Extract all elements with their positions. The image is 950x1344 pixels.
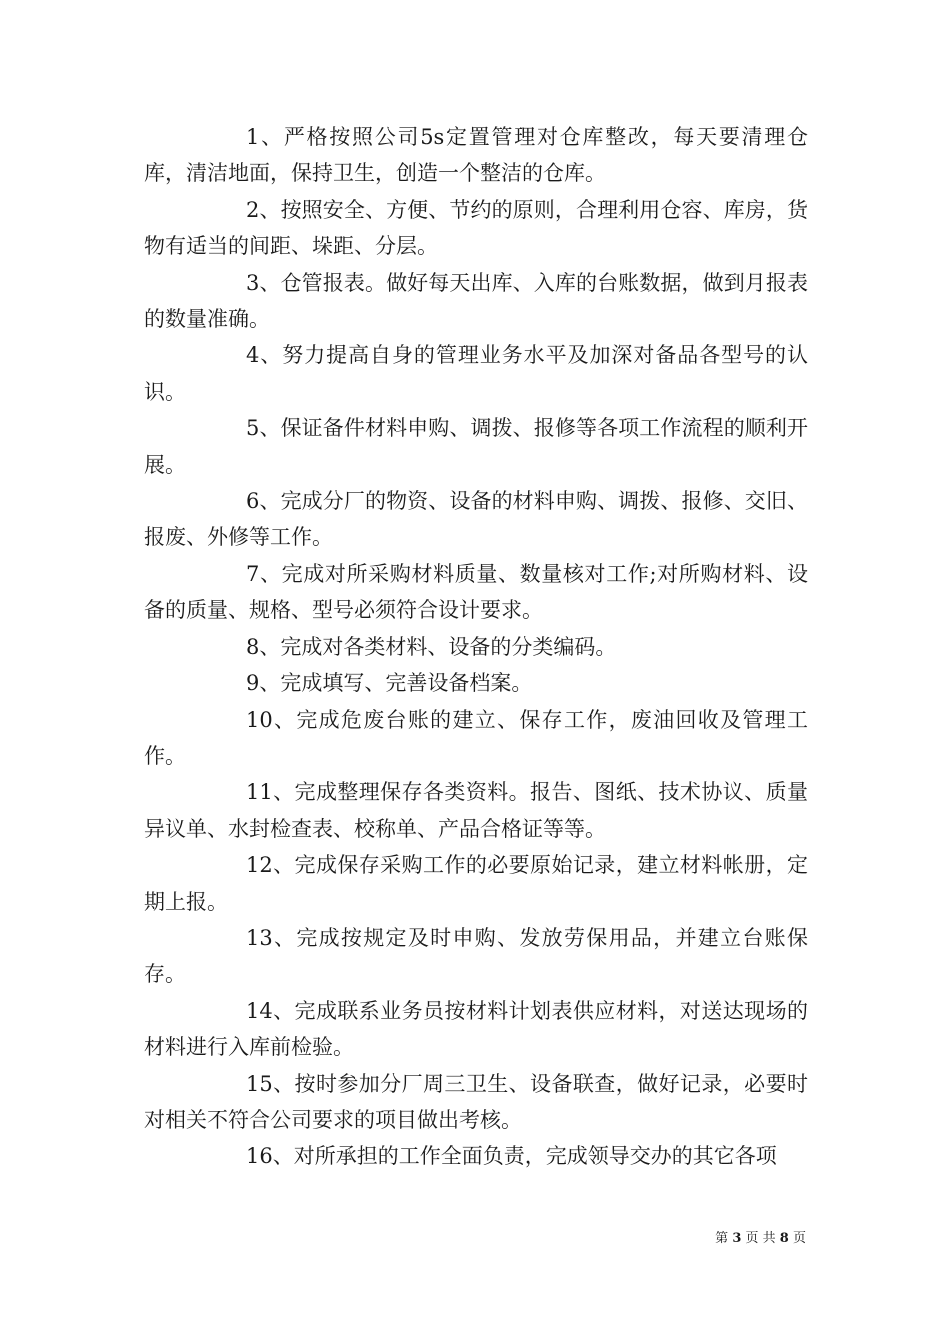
paragraph-10: 10、完成危废台账的建立、保存工作，废油回收及管理工作。 bbox=[144, 707, 808, 768]
footer-middle: 页 共 bbox=[745, 1231, 776, 1246]
paragraph-15: 15、按时参加分厂周三卫生、设备联查，做好记录，必要时对相关不符合公司要求的项目做出考核。 bbox=[144, 1071, 808, 1132]
paragraph-12: 12、完成保存采购工作的必要原始记录，建立材料帐册，定期上报。 bbox=[144, 853, 808, 914]
paragraph-4: 4、努力提高自身的管理业务水平及加深对备品各型号的认识。 bbox=[144, 343, 808, 404]
paragraph-3: 3、仓管报表。做好每天出库、入库的台账数据，做到月报表的数量准确。 bbox=[144, 270, 808, 332]
paragraph-11: 11、完成整理保存各类资料。报告、图纸、技术协议、质量异议单、水封检查表、校称单、产品合格证等等。 bbox=[144, 780, 808, 841]
paragraph-7: 7、完成对所采购材料质量、数量核对工作;对所购材料、设备的质量、规格、型号必须符合设计要求。 bbox=[144, 561, 808, 623]
paragraph-13: 13、完成按规定及时申购、发放劳保用品，并建立台账保存。 bbox=[144, 925, 808, 987]
paragraph-6: 6、完成分厂的物资、设备的材料申购、调拨、报修、交旧、报废、外修等工作。 bbox=[144, 489, 808, 550]
paragraph-16: 16、对所承担的工作全面负责，完成领导交办的其它各项 bbox=[246, 1144, 777, 1169]
footer-total-pages: 8 bbox=[779, 1231, 789, 1246]
paragraph-1: 1、严格按照公司5s定置管理对仓库整改，每天要清理仓库，清洁地面，保持卫生，创造一个整洁的仓库。 bbox=[144, 125, 808, 186]
footer-current-page: 3 bbox=[732, 1231, 742, 1246]
paragraph-5: 5、保证备件材料申购、调拨、报修等各项工作流程的顺利开展。 bbox=[144, 416, 808, 477]
footer-prefix: 第 bbox=[715, 1231, 729, 1246]
paragraph-8: 8、完成对各类材料、设备的分类编码。 bbox=[246, 634, 617, 659]
paragraph-14: 14、完成联系业务员按材料计划表供应材料，对送达现场的材料进行入库前检验。 bbox=[144, 998, 808, 1060]
footer-suffix: 页 bbox=[792, 1231, 806, 1246]
paragraph-9: 9、完成填写、完善设备档案。 bbox=[246, 671, 533, 696]
paragraph-2: 2、按照安全、方便、节约的原则，合理利用仓容、库房，货物有适当的间距、垛距、分层。 bbox=[144, 197, 808, 259]
document-body bbox=[144, 119, 808, 1175]
page-footer bbox=[715, 1230, 806, 1248]
